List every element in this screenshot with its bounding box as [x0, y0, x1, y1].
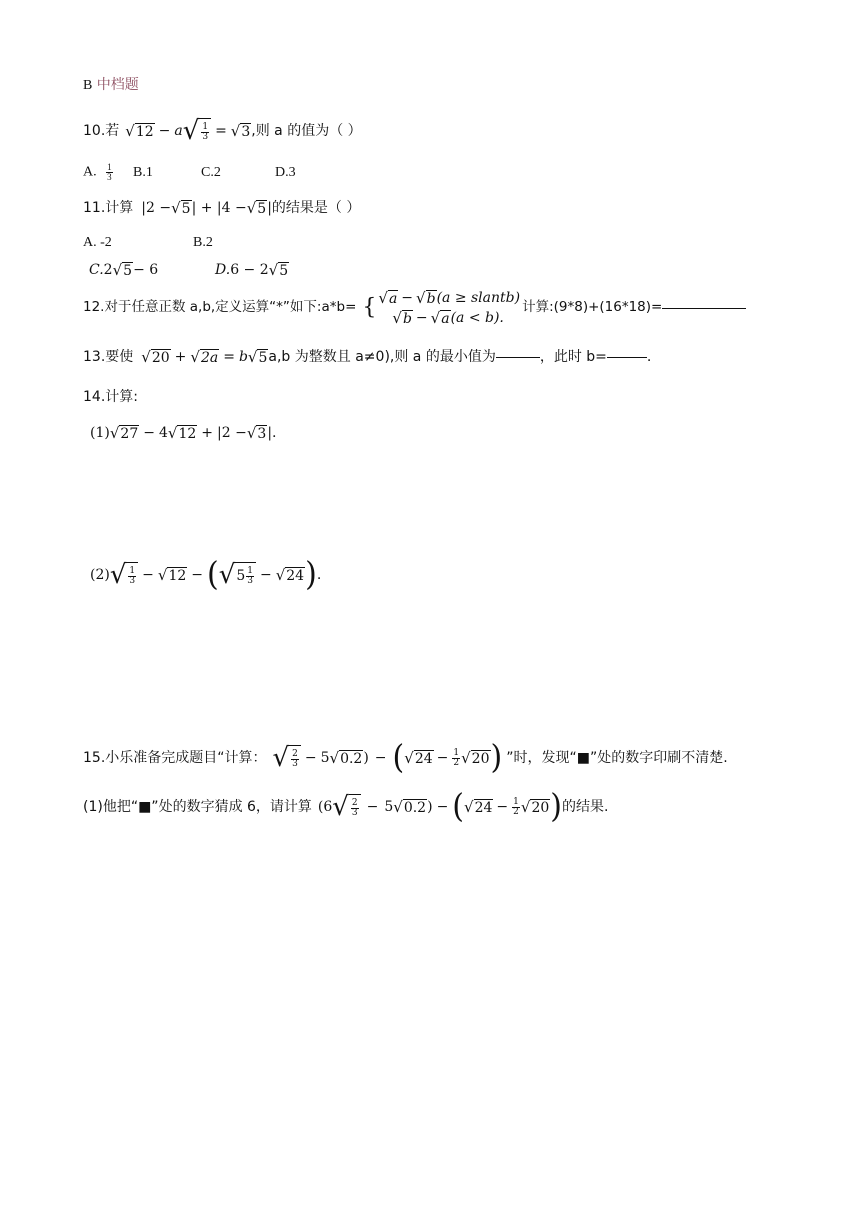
q11-number: 11.计算	[83, 200, 134, 216]
var-a: a	[174, 123, 183, 139]
q15-part-1-text: (1)他把“■”处的数字猜成 6，请计算	[83, 799, 312, 815]
q10-options	[83, 163, 114, 182]
q11-option-b: B.2	[193, 235, 213, 250]
q12-answer-blank[interactable]	[662, 308, 746, 309]
q10-option-d: D.3	[275, 165, 296, 180]
q12-tail: 计算:(9*8)+(16*18)=	[522, 299, 663, 316]
q15-part-1-end: 的结果.	[561, 799, 609, 815]
sqrt-3: √ 3	[230, 122, 251, 140]
q11-tail: 的结果是（ ）	[271, 200, 361, 216]
q13-number: 13.要使	[83, 349, 134, 365]
q11-option-a: A. -2	[83, 235, 112, 250]
q10-tail: ,则 a 的值为（ ）	[251, 123, 362, 139]
q12-number: 12.对于任意正数 a,b,定义运算“*”如下:a*b=	[83, 299, 357, 316]
question-10: 10.若 √ 12 − a √ $\frac{1}{3}$ = √ 3 ,则 a 的值为（ ）	[83, 116, 362, 146]
q15-stem-tail: ”时，发现“■”处的数字印刷不清楚.	[506, 750, 728, 766]
q13-blank-b[interactable]	[607, 357, 647, 358]
question-11: 11.计算 |2 − √ 5 | + |4 − √ 5 | 的结果是（ ）	[83, 199, 361, 217]
question-15: 15.小乐准备完成题目“计算： √ $\frac{2}{3}$ − 5 √ 0.2 ) − ( √ 24 − $\frac{1}{2}$ √ 20 ) ”时，发现“■”处的数字印刷不清楚.	[83, 738, 728, 777]
case-1: √ a − √ b (a ≥ slantb)	[378, 289, 521, 307]
q11-option-c: C. 2 √ 5 − 6	[89, 261, 159, 279]
q13-text: a,b 为整数且 a≠0),则 a 的最小值为	[268, 349, 496, 365]
q10-option-a: A. $\frac{1}{3}$	[83, 162, 112, 182]
q10-number: 10.若	[83, 123, 120, 139]
section-prefix: B	[83, 78, 93, 93]
q11-option-d: D. 6 − 2 √ 5	[215, 261, 289, 279]
q14-part-2: (2) √ $\frac{1}{3}$ − √ 12 − ( √ 5 $\frac{1}{3}$ − √ 24 ) .	[90, 555, 322, 594]
q10-option-c: C.2	[201, 165, 221, 180]
q13-blank-a[interactable]	[496, 357, 540, 358]
section-header	[83, 78, 139, 93]
piecewise-definition	[378, 290, 520, 326]
section-title: 中档题	[96, 77, 139, 93]
sqrt-frac-one-third: √ $\frac{1}{3}$	[183, 118, 211, 144]
q14-title: 14.计算:	[83, 389, 138, 405]
question-12: 12.对于任意正数 a,b,定义运算“*”如下:a*b= { √ a − √ b (a ≥ slantb) √ b − √ a (a < b). 计算:(9*8)+(16*18)=	[83, 290, 746, 326]
question-13: 13.要使 √ 20 + √ 2a = b √ 5 a,b 为整数且 a≠0),则 a 的最小值为 ，此时 b= .	[83, 348, 652, 366]
q15-part-1: (1)他把“■”处的数字猜成 6，请计算 (6 √ $\frac{2}{3}$ − 5 √ 0.2 ) − ( √ 24 − $\frac{1}{2}$ √ 20 ) 的结果.	[83, 787, 609, 826]
sqrt-12: √ 12	[125, 122, 154, 140]
q15-stem: 15.小乐准备完成题目“计算：	[83, 750, 267, 766]
q10-option-b: B.1	[133, 165, 153, 180]
case-2: √ b − √ a (a < b).	[392, 309, 504, 327]
q14-part-1: (1) √ 27 − 4 √ 12 + |2 − √ 3 |.	[90, 424, 277, 442]
